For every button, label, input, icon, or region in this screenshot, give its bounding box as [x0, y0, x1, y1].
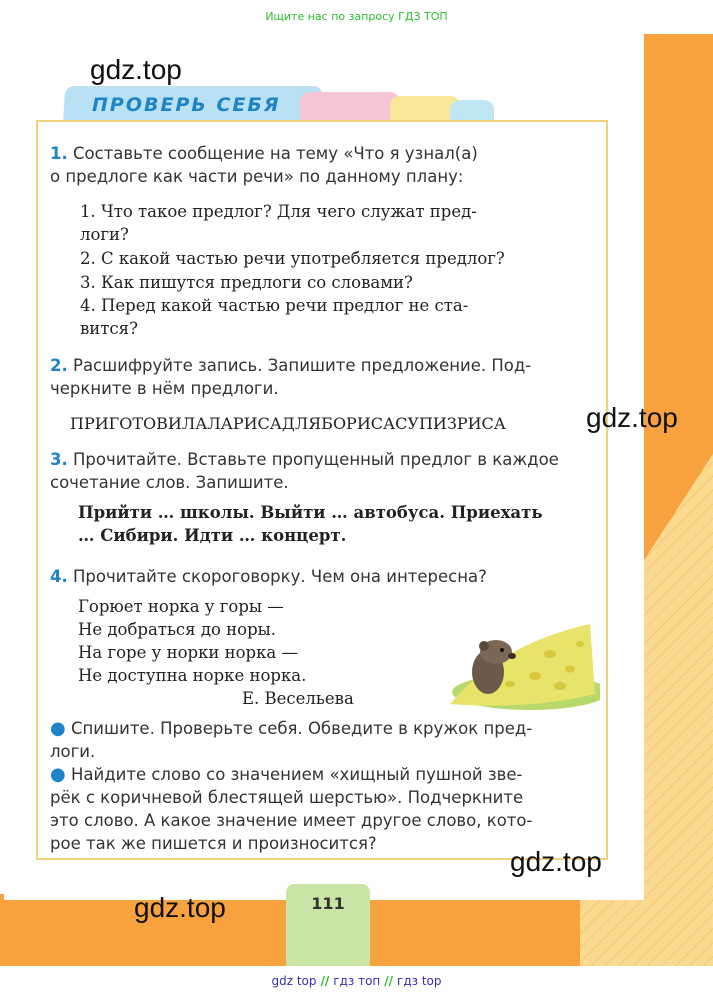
- watermark: gdz.top: [90, 54, 182, 85]
- poem-line: Не доступна норке норка.: [78, 666, 307, 685]
- footer-link[interactable]: гдз top: [397, 974, 442, 988]
- bullet-line: рёк с коричневой блестящей шерстью». Подчеркните: [50, 788, 524, 807]
- bullet-dot-icon: ●: [50, 718, 66, 739]
- section-title: ПРОВЕРЬ СЕБЯ: [92, 94, 281, 116]
- plan-item: 4. Перед какой частью речи предлог не ста-: [80, 296, 469, 315]
- bullet-line: рое так же пишется и произносится?: [50, 834, 377, 853]
- poem-line: На горе у норки норка —: [78, 643, 299, 662]
- task-3-line: сочетание слов. Запишите.: [50, 473, 289, 492]
- footer-link[interactable]: gdz top: [271, 974, 317, 988]
- task-number: 3.: [50, 450, 68, 469]
- bullet-line: это слово. А какое значение имеет другое слово, кото-: [50, 811, 533, 830]
- bullet-line: ● Спишите. Проверьте себя. Обведите в кружок пред-: [50, 718, 533, 739]
- poem-line: Не добраться до норы.: [78, 620, 277, 639]
- poem-line: Горюет норка у горы —: [78, 597, 284, 616]
- task-number: 1.: [50, 144, 68, 163]
- task-2-line: черкните в нём предлоги.: [50, 379, 279, 398]
- bullet-line: ● Найдите слово со значением «хищный пушной зве-: [50, 764, 523, 785]
- watermark: gdz.top: [510, 846, 602, 877]
- task-number: 2.: [50, 356, 68, 375]
- footer-separator: //: [320, 974, 330, 988]
- bullet-line: логи.: [50, 742, 96, 761]
- phrase-line: Прийти … школы. Выйти … автобуса. Приехать: [78, 503, 543, 522]
- task-1-line: о предлоге как части речи» по данному плану:: [50, 167, 464, 186]
- plan-item: логи?: [80, 225, 129, 244]
- phrase-line: … Сибири. Идти … концерт.: [78, 526, 347, 545]
- plan-item: 1. Что такое предлог? Для чего служат пред-: [80, 202, 477, 221]
- task-1-line: 1. Составьте сообщение на тему «Что я узнал(а): [50, 144, 478, 163]
- footer-separator: //: [384, 974, 394, 988]
- task-number: 4.: [50, 567, 68, 586]
- hill: [450, 624, 595, 706]
- plan-item: вится?: [80, 319, 138, 338]
- coded-sentence: ПРИГОТОВИЛАЛАРИСАДЛЯБОРИСАСУПИЗРИСА: [70, 414, 506, 433]
- plan-item: 3. Как пишутся предлоги со словами?: [80, 273, 413, 292]
- mink-illustration: [440, 614, 600, 714]
- task-4-line: 4. Прочитайте скороговорку. Чем она интересна?: [50, 567, 487, 586]
- bullet-dot-icon: ●: [50, 764, 66, 785]
- watermark: gdz.top: [586, 402, 678, 433]
- search-hint: Ищите нас по запросу ГДЗ ТОП: [265, 10, 448, 23]
- poem-author: Е. Весельева: [242, 689, 354, 708]
- task-3-line: 3. Прочитайте. Вставьте пропущенный предлог в каждое: [50, 450, 559, 469]
- textbook-page: [0, 34, 713, 966]
- task-2-line: 2. Расшифруйте запись. Запишите предложение. Под-: [50, 356, 532, 375]
- footer-link[interactable]: гдз топ: [333, 974, 381, 988]
- page-number: 111: [311, 894, 345, 913]
- watermark: gdz.top: [134, 892, 226, 923]
- plan-item: 2. С какой частью речи употребляется предлог?: [80, 249, 505, 268]
- footer-links: [0, 966, 713, 998]
